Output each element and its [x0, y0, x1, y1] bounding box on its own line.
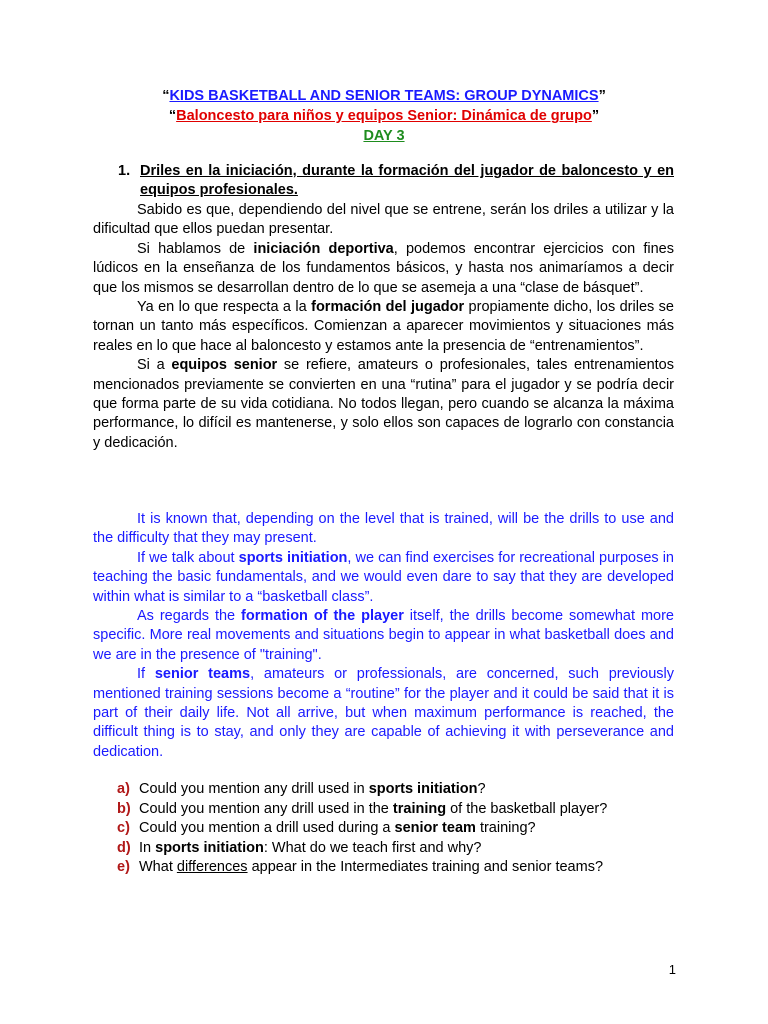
close-quote: ” — [598, 88, 606, 104]
section-heading-text: Driles en la iniciación, durante la formación del jugador de baloncesto y en equipos profesionales. — [140, 163, 674, 199]
question-text — [139, 800, 607, 820]
question-label: e) — [117, 859, 130, 875]
spanish-p2-c: , podemos encontrar ejercicios con fines lúdicos en la enseñanza de los fundamentos básicos, y hasta nos animaríamos a decir que los mismos se desarrollan dentro de lo que se asemeja a una “clase de básquet”. — [93, 240, 674, 296]
spanish-p3-keyword: formación del jugador — [311, 299, 465, 316]
question-item — [93, 800, 693, 820]
english-paragraph-4 — [93, 665, 674, 762]
question-label: d) — [117, 839, 131, 856]
question-label: c) — [117, 820, 130, 836]
spanish-paragraph-2 — [93, 240, 674, 298]
question-text — [139, 858, 603, 878]
question-post: appear in the Intermediates training and senior teams? — [247, 859, 604, 875]
english-paragraph-2 — [93, 549, 674, 607]
spanish-paragraph-1 — [93, 201, 674, 240]
question-post: training? — [475, 820, 536, 836]
day-label — [0, 126, 768, 146]
question-keyword: senior team — [394, 820, 476, 836]
question-item — [93, 819, 693, 839]
english-paragraph-1 — [93, 510, 674, 549]
title-spanish — [0, 106, 768, 126]
question-keyword: sports initiation — [368, 781, 478, 797]
section-number: 1. — [118, 163, 131, 179]
english-p2-keyword: sports initiation — [238, 549, 348, 566]
question-text — [139, 819, 536, 839]
spanish-p4-keyword: equipos senior — [171, 357, 278, 374]
title-spanish-text: Baloncesto para niños y equipos Senior: Dinámica de grupo — [176, 108, 592, 124]
day-label-text: DAY 3 — [363, 128, 405, 144]
question-post: : What do we teach first and why? — [263, 839, 482, 856]
question-post: of the basketball player? — [446, 800, 608, 817]
question-pre: Could you mention any drill used in — [139, 781, 369, 797]
english-p3-keyword: formation of the player — [241, 608, 404, 625]
question-pre: What — [139, 859, 177, 875]
english-p3-c: itself, the drills become somewhat more specific. More real movements and situations begin to appear in what basketball does and we are in the presence of "training". — [93, 608, 674, 663]
question-list — [93, 780, 693, 878]
english-p3-a: As regards the — [137, 608, 242, 625]
english-p4-keyword: senior teams — [154, 666, 251, 683]
english-p2-a: If we talk about — [137, 549, 239, 566]
question-pre: In — [139, 839, 156, 856]
open-quote: “ — [168, 108, 177, 124]
spanish-paragraph-3 — [93, 298, 674, 356]
question-label: b) — [117, 800, 131, 817]
spanish-paragraph-4 — [93, 356, 674, 453]
open-quote: “ — [162, 88, 170, 104]
title-english — [0, 86, 768, 106]
question-item — [93, 780, 693, 800]
question-item — [93, 858, 693, 878]
english-body — [93, 510, 674, 762]
spanish-p3-c: propiamente dicho, los driles se tornan un tanto más específicos. Comienzan a aparecer movimientos y situaciones más reales en lo que hace al baloncesto y estamos ante la presencia de “entrenamientos”. — [93, 299, 674, 354]
english-p4-a: If — [137, 666, 155, 683]
question-label: a) — [117, 781, 130, 797]
spanish-p4-a: Si a — [137, 357, 172, 374]
question-keyword: differences — [176, 859, 248, 875]
question-text — [139, 780, 486, 800]
spanish-p2-keyword: iniciación deportiva — [253, 240, 394, 257]
page-number: 1 — [668, 962, 676, 977]
english-p1-text: It is known that, depending on the level that is trained, will be the drills to use and the difficulty that they may present. — [93, 511, 674, 547]
spanish-p4-c: se refiere, amateurs o profesionales, tales entrenamientos mencionados previamente se convierten en una “rutina” para el jugador y se podría decir que forma parte de su vida cotidiana. No todos llegan, pero cuando se alcanza la máxima performance, lo difícil es mantenerse, y solo ellos son capaces de lograrlo con constancia y dedicación. — [93, 357, 674, 451]
spanish-p3-a: Ya en lo que respecta a la — [137, 299, 312, 316]
question-text — [139, 839, 481, 859]
question-item — [93, 839, 693, 859]
question-pre: Could you mention a drill used during a — [139, 820, 395, 836]
question-pre: Could you mention any drill used in the — [139, 800, 393, 817]
spanish-body — [93, 201, 674, 453]
spanish-p2-a: Si hablamos de — [137, 240, 254, 257]
close-quote: ” — [591, 108, 600, 124]
title-english-text: KIDS BASKETBALL AND SENIOR TEAMS: GROUP DYNAMICS — [169, 88, 599, 104]
spanish-p1-text: Sabido es que, dependiendo del nivel que se entrene, serán los driles a utilizar y la dificultad que ellos puedan presentar. — [93, 202, 674, 238]
english-p4-c: , amateurs or professionals, are concerned, such previously mentioned training sessions become a “routine” for the player and it could be said that it is part of their daily life. Not all arrive, but when maximum performance is reached, the difficult thing is to stay, and only they are capable of achieving it with perseverance and dedication. — [93, 666, 674, 760]
english-p2-c: , we can find exercises for recreational purposes in teaching the basic fundamentals, and we would even dare to say that they are developed within what is similar to a “basketball class”. — [93, 549, 674, 605]
question-keyword: training — [392, 800, 447, 817]
question-post: ? — [477, 781, 486, 797]
question-keyword: sports initiation — [155, 839, 264, 856]
english-paragraph-3 — [93, 607, 674, 665]
